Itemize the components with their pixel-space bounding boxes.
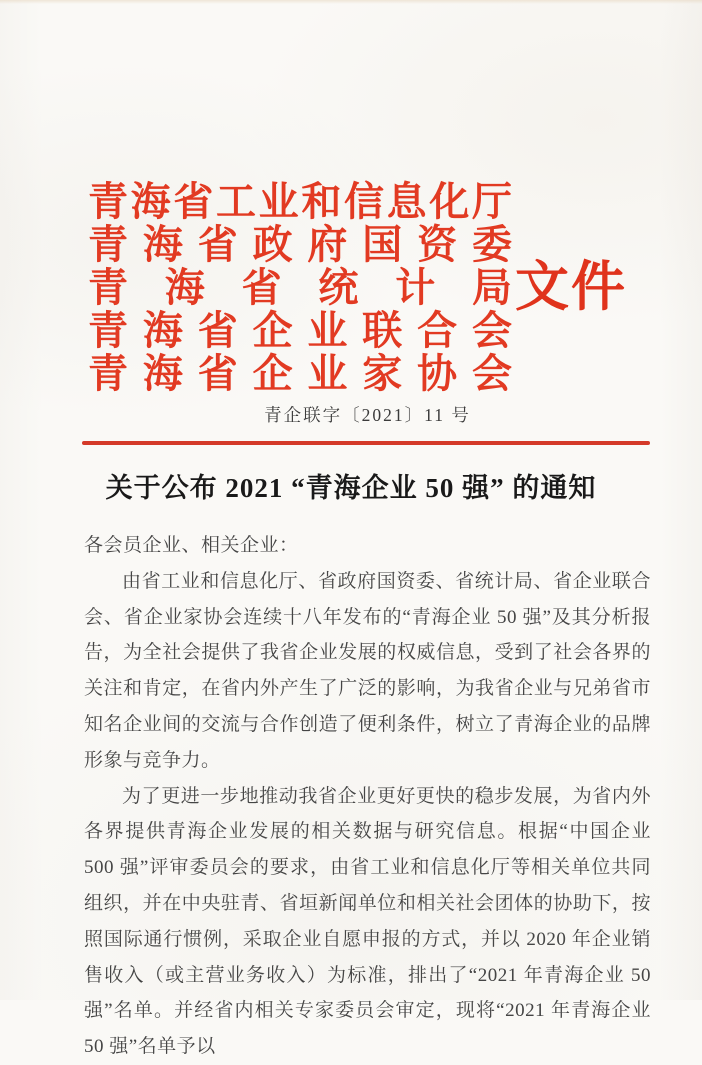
letterhead-document-word: 文件: [515, 257, 627, 317]
org-line-2: 青海省政府国资委: [88, 222, 512, 267]
doc-body: [84, 528, 651, 1065]
org-line-5: 青海省企业家协会: [88, 351, 512, 396]
org-line-1: 青海省工业和信息化厅: [88, 179, 512, 224]
paragraph-2: 为了更进一步地推动我省企业更好更快的稳步发展，为省内外各界提供青海企业发展的相关数据与研究信息。根据“中国企业 500 强”评审委员会的要求，由省工业和信息化厅等相关单位共同组织，并在中央驻青、省垣新闻单位和相关社会团体的协助下，按照国际通行惯例，采取企业自愿申报的方式，并以 2020 年企业销售收入（或主营业务收入）为标准，排出了“2021 年青海企业 50 强”名单。并经省内相关专家委员会审定，现将“2021 年青海企业 50 强”名单予以: [84, 785, 651, 1058]
red-separator-rule: [82, 441, 650, 445]
doc-title: 关于公布 2021 “青海企业 50 强” 的通知: [105, 473, 597, 503]
org-line-3: 青海省统计局: [88, 265, 512, 310]
paragraph-1: 由省工业和信息化厅、省政府国资委、省统计局、省企业联合会、省企业家协会连续十八年发布的“青海企业 50 强”及其分析报告，为全社会提供了我省企业发展的权威信息，受到了社会各界的关注和肯定，在省内外产生了广泛的影响，为我省企业与兄弟省市知名企业间的交流与合作创造了便利条件，树立了青海企业的品牌形象与竞争力。: [84, 570, 651, 771]
doc-number: 青企联字〔2021〕11 号: [264, 405, 471, 425]
org-line-4: 青海省企业联合会: [88, 308, 512, 353]
letterhead: [88, 180, 512, 395]
salutation: 各会员企业、相关企业：: [84, 535, 299, 556]
